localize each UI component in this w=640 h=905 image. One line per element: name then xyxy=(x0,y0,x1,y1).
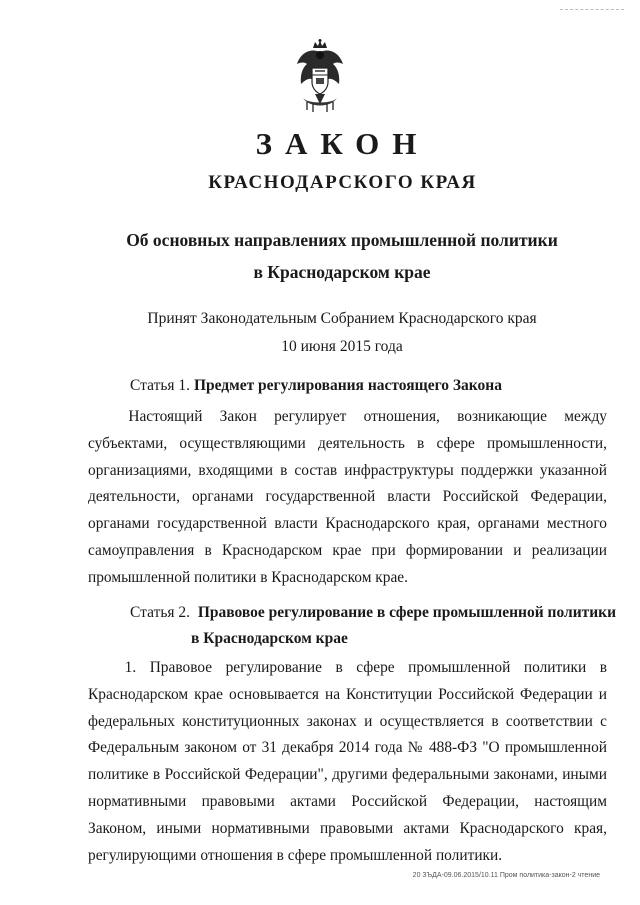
article-1-heading xyxy=(130,377,502,395)
article-1-text xyxy=(88,404,607,592)
article-2-text xyxy=(88,655,607,869)
article-1-title: Предмет регулирования настоящего Закона xyxy=(193,377,502,394)
article-2-label: Статья 2. xyxy=(130,604,191,621)
article-2-title: Правовое регулирование в сфере промышленной политики xyxy=(197,604,617,621)
scan-mark xyxy=(560,9,624,11)
document-footer-code: 20 ЗЪДА-09.06.2015/10.11 Пром политика-закон-2 чтение xyxy=(412,872,600,879)
document-title-line-2: в Краснодарском крае xyxy=(253,262,431,282)
document-title-line-1: Об основных направлениях промышленной политики xyxy=(126,230,558,250)
article-1-body: Настоящий Закон регулирует отношения, возникающие между субъектами, осуществляющими деятельность в сфере промышленности, организациями, входящими в состав инфраструктуры поддержки указанной деятельности, органами государственной власти Российской Федерации, органами государственной власти Краснодарского края, органами местного самоуправления в Краснодарском крае при формировании и реализации промышленной политики в Краснодарском крае. xyxy=(88,408,607,586)
adoption-date: 10 июня 2015 года xyxy=(281,338,403,355)
adoption-statement: Принят Законодательным Собранием Краснодарского края xyxy=(147,310,537,327)
region-title: КРАСНОДАРСКОГО КРАЯ xyxy=(208,172,477,193)
coat-of-arms-icon xyxy=(293,38,347,114)
article-2-title-line-2: в Краснодарском крае xyxy=(191,630,348,647)
law-title: ЗАКОН xyxy=(255,126,430,161)
article-1-label: Статья 1. xyxy=(130,377,191,394)
article-2-body: 1. Правовое регулирование в сфере промышленной политики в Краснодарском крае основывается на Конституции Российской Федерации и федеральных конституционных законах и осуществляется в соответствии с Федеральным законом от 31 декабря 2014 года № 488-ФЗ "О промышленной политике в Российской Федерации", другими федеральными законами, иными нормативными правовыми актами Российской Федерации, настоящим Законом, иными нормативными правовыми актами Краснодарского края, регулирующими отношения в сфере промышленной политики. xyxy=(88,659,607,864)
article-2-heading xyxy=(130,604,616,622)
